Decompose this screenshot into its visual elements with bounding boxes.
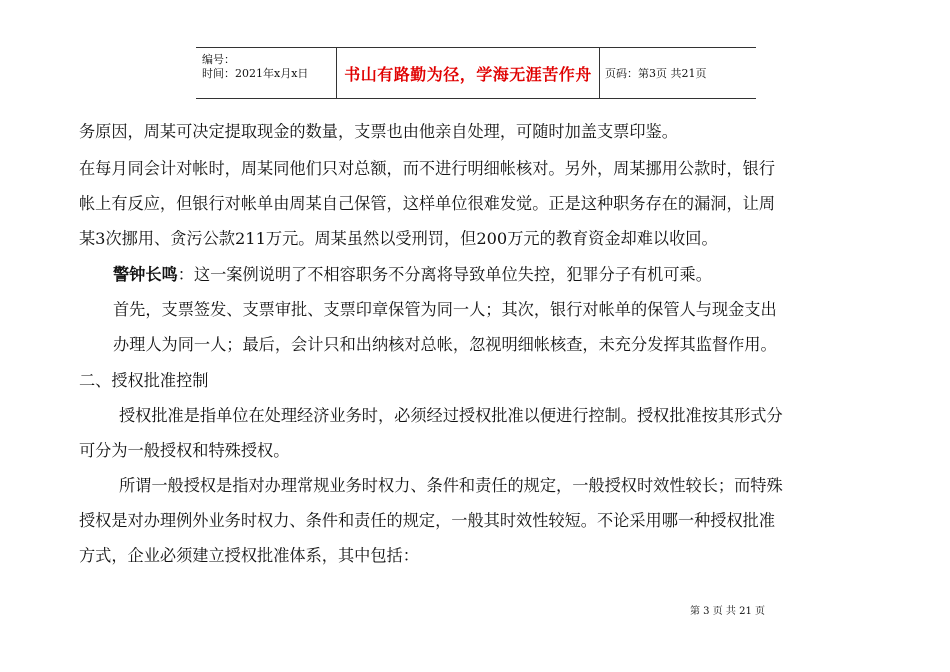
page-footer: 第 3 页 共 21 页 bbox=[690, 606, 765, 617]
paragraph-line: 某3次挪用、贪污公款211万元。周某虽然以受刑罚，但200万元的教育资金却难以收回。 bbox=[79, 229, 718, 248]
paragraph-line: 在每月同会计对帐时，周某同他们只对总额，而不进行明细帐核对。另外，周某挪用公款时，银行 bbox=[79, 159, 776, 178]
paragraph-line: 所谓一般授权是指对办理常规业务时权力、条件和责任的规定，一般授权时效性较长；而特殊 bbox=[119, 476, 783, 495]
header-slogan-cell bbox=[337, 48, 600, 98]
warning-text: ：这一案例说明了不相容职务不分离将导致单位失控，犯罪分子有机可乘。 bbox=[177, 265, 712, 284]
paragraph-line: 务原因，周某可决定提取现金的数量，支票也由他亲自处理，可随时加盖支票印鉴。 bbox=[79, 122, 678, 141]
paragraph-line: 帐上有反应，但银行对帐单由周某自己保管，这样单位很难发觉。正是这种职务存在的漏洞，让周 bbox=[79, 194, 776, 213]
header-page-info: 页码：第3页 共21页 bbox=[605, 67, 707, 80]
document-header bbox=[196, 47, 756, 99]
paragraph-line: 首先，支票签发、支票审批、支票印章保管为同一人；其次，银行对帐单的保管人与现金支出 bbox=[113, 300, 777, 319]
header-meta bbox=[196, 48, 337, 98]
time-label: 时间：2021年x月x日 bbox=[202, 67, 309, 80]
paragraph-line: 授权批准是指单位在处理经济业务时，必须经过授权批准以便进行控制。授权批准按其形式分 bbox=[119, 406, 783, 425]
section-heading: 二、授权批准控制 bbox=[79, 371, 209, 390]
warning-line bbox=[113, 261, 712, 285]
paragraph-line: 办理人为同一人；最后，会计只和出纳核对总帐，忽视明细帐核查，未充分发挥其监督作用。 bbox=[113, 335, 777, 354]
number-label: 编号： bbox=[202, 53, 235, 66]
paragraph-line: 可分为一般授权和特殊授权。 bbox=[79, 441, 290, 460]
paragraph-line: 方式，企业必须建立授权批准体系，其中包括： bbox=[79, 546, 419, 565]
header-page-info-cell bbox=[600, 48, 756, 98]
warning-heading: 警钟长鸣 bbox=[113, 265, 178, 284]
paragraph-line: 授权是对办理例外业务时权力、条件和责任的规定，一般其时效性较短。不论采用哪一种授权批准 bbox=[79, 511, 776, 530]
header-slogan: 书山有路勤为径，学海无涯苦作舟 bbox=[344, 64, 592, 84]
